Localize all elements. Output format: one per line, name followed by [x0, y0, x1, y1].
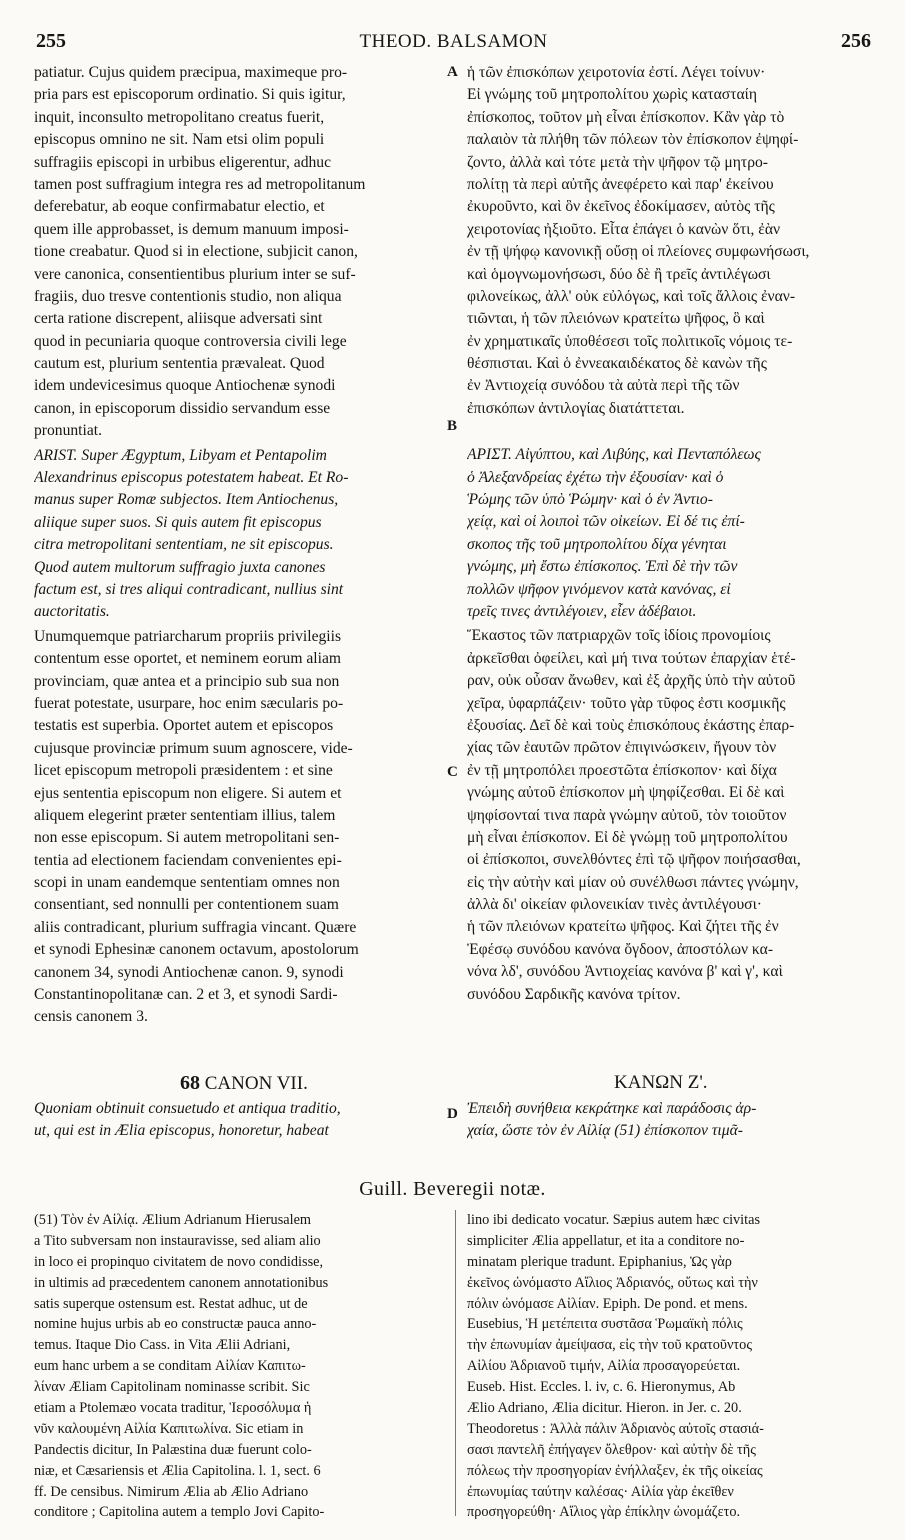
text-line: inquit, inconsulto metropolitano creatus fuerit,: [34, 108, 325, 126]
text-line: ἐν Ἀντιοχείᾳ συνόδου τὰ αὐτὰ περὶ τῆς τῶν: [467, 377, 740, 395]
latin-column: [34, 62, 444, 1029]
text-line: fragiis, duo tresve contentionis studio, non aliqua: [34, 287, 342, 305]
note-line: Theodoretus : Ἀλλὰ πάλιν Ἀδριανὸς αὐτοῖς στασιά-: [467, 1420, 764, 1437]
text-line: contentum esse oportet, et neminem eorum aliam: [34, 650, 342, 668]
text-line: Unumquemque patriarcharum propriis privilegiis: [34, 627, 342, 645]
note-line: Euseb. Hist. Eccles. l. iv, c. 6. Hieronymus, Ab: [467, 1379, 736, 1396]
text-line: Quod autem multorum suffragio juxta canones: [34, 558, 326, 576]
text-line: provinciam, quæ antea et a principio sub sua non: [34, 672, 340, 690]
note-line: niæ, et Cæsariensis et Ælia Capitolina. l. 1, sect. 6: [34, 1462, 321, 1479]
text-line: aliquem elegerint præter sententiam illius, talem: [34, 806, 336, 824]
note-line: minatam plerique tradunt. Epiphanius, Ὡς γὰρ: [467, 1253, 732, 1270]
text-line: non esse episcopum. Si autem metropolitani sen-: [34, 829, 340, 847]
latin-canon-heading: [180, 1072, 308, 1095]
text-line: ἀλλὰ δι' οἰκείαν φιλονεικίαν τινὲς ἀντιλέγουσι·: [467, 896, 762, 914]
note-line: etiam a Ptolemæo vocata traditur, Ἱεροσόλυμα ἡ: [34, 1400, 312, 1417]
text-line: τρεῖς τινες ἀντιλέγοιεν, εἶεν ἀδέβαιοι.: [467, 602, 697, 620]
text-line: citra metropolitani sententiam, ne sit episcopus.: [34, 536, 334, 554]
greek-commentary: [467, 62, 872, 420]
text-line: ἐν χρηματικαῖς ὑποθέσεσι τοῖς πολιτικοῖς νόμοις τε-: [467, 332, 793, 350]
text-line: ψηφίσονταί τινα παρὰ γνώμην αὐτοῦ, τὸν τοιοῦτον: [467, 806, 787, 824]
text-line: ut, qui est in Ælia episcopus, honoretur, habeat: [34, 1122, 329, 1140]
note-line: Eusebius, Ἡ μετέπειτα συστᾶσα Ῥωμαϊκὴ πόλις: [467, 1316, 743, 1333]
text-line: cujusque provinciæ primum suum agnoscere, vide-: [34, 739, 353, 757]
greek-column: [467, 62, 872, 1006]
text-line: ἐπίσκοπος, τοῦτον μὴ εἶναι ἐπίσκοπον. Κἂν γὰρ τὸ: [467, 108, 785, 126]
text-line: χείᾳ, καὶ οἱ λοιποὶ τῶν οἰκείων. Εἰ δέ τις ἐπί-: [467, 513, 745, 531]
text-line: licet episcopum metropoli præsidentem : et sine: [34, 762, 333, 780]
margin-marker-b: B: [447, 418, 458, 434]
text-line: οἱ ἐπίσκοποι, συνελθόντες ἐπὶ τῷ ψῆφον ποιήσασθαι,: [467, 851, 801, 869]
note-line: conditore ; Capitolina autem a templo Jovi Capito-: [34, 1504, 325, 1521]
note-line: ἐκεῖνος ὠνόμαστο Αἴλιος Ἀδριανός, οὕτως καὶ τὴν: [467, 1274, 758, 1291]
text-line: aliique super suos. Si quis autem fit episcopus: [34, 513, 322, 531]
margin-marker-a: A: [447, 64, 458, 80]
note-line: (51) Τὸν ἐν Αἰλίᾳ. Ælium Adrianum Hierusalem: [34, 1212, 312, 1228]
page-header: [36, 30, 871, 56]
text-line: quem ille approbasset, is demum manuum imposi-: [34, 220, 349, 238]
text-line: manus super Romæ subjectos. Item Antiochenus,: [34, 491, 339, 509]
text-line: deferebatur, ab eoque confirmabatur electio, et: [34, 198, 325, 216]
text-line: συνόδου Σαρδικῆς κανόνα τρίτον.: [467, 985, 681, 1003]
note-line: in ultimis ad præcedentem canonem annotationibus: [34, 1274, 329, 1291]
note-line: lino ibi dedicato vocatur. Sæpius autem hæc civitas: [467, 1212, 761, 1228]
text-line: tentia ad electionem faciendam convenientes epi-: [34, 851, 342, 869]
note-line: satis superque ostensum est. Restat adhuc, ut de: [34, 1295, 308, 1312]
text-line: scopi in unam eandemque sententiam omnes non: [34, 874, 340, 892]
text-line: ARIST. Super Ægyptum, Libyam et Pentapolim: [34, 446, 327, 464]
canon-title: CANON VII.: [204, 1073, 308, 1094]
note-line: Ælio Adriano, Ælia dicitur. Hieron. in Jer. c. 20.: [467, 1400, 742, 1417]
text-line: canonem 34, synodi Antiochenæ canon. 9, synodi: [34, 963, 344, 981]
text-line: pria pars est episcoporum ordinatio. Si quis igitur,: [34, 86, 346, 104]
text-line: ἐξουσίας. Δεῖ δὲ καὶ τοὺς ἐπισκόπους ἑκάστης ἐπαρ-: [467, 716, 795, 734]
note-line: τὴν ἐπωνυμίαν ἀμείψασα, εἰς τὴν τοῦ κρατοῦντος: [467, 1337, 752, 1354]
text-line: auctoritatis.: [34, 603, 110, 621]
text-line: ἀρκεῖσθαι ὀφείλει, καὶ μή τινα τούτων ἐπαρχίαν ἑτέ-: [467, 649, 796, 667]
column-divider: [455, 1210, 456, 1516]
text-line: idem undevicesimus quoque Antiochenæ synodi: [34, 377, 336, 395]
text-line: ἡ τῶν πλειόνων κρατείτω ψῆφος. Καὶ ζήτει τῆς ἐν: [467, 918, 779, 936]
text-line: ἡ τῶν ἐπισκόπων χειροτονία ἐστί. Λέγει τοίνυν·: [467, 64, 766, 81]
text-line: Ἐφέσῳ συνόδου κανόνα ὄγδοον, ἀποστόλων κα-: [467, 940, 774, 958]
text-line: χίας τῶν ἑαυτῶν πρῶτον ἐπιγινώσκειν, ἤγουν τὸν: [467, 739, 777, 757]
note-line: πόλιν ὠνόμασε Αἰλίαν. Epiph. De pond. et mens.: [467, 1295, 748, 1312]
text-line: certa ratione discrepent, aliisque adversati sint: [34, 310, 323, 328]
text-line: χαία, ὥστε τὸν ἐν Αἰλίᾳ (51) ἐπίσκοπον τιμᾶ-: [467, 1122, 743, 1140]
text-line: χειροτονίας ἠξιοῦτο. Εἶτα ἐπάγει ὁ κανὼν ὅτι, ἐὰν: [467, 220, 781, 238]
text-line: episcopus omnino ne sit. Nam etsi olim populi: [34, 131, 325, 149]
text-line: ραν, οὐκ οὖσαν ἄνωθεν, καὶ ἐξ ἀρχῆς ὑπὸ τὴν αὐτοῦ: [467, 672, 796, 690]
page-number-left: 255: [36, 30, 66, 52]
text-line: καὶ ὁμογνωμονήσωσι, δύο δὲ ἢ τρεῖς ἀντιλέγωσι: [467, 265, 771, 283]
note-line: νῦν καλουμένη Αἰλία Καπιτωλίνα. Sic etiam in: [34, 1420, 304, 1437]
canon-number: 68: [180, 1072, 200, 1094]
text-line: pronuntiat.: [34, 422, 102, 440]
text-line: παλαιὸν τὰ πλήθη τῶν πόλεων τὸν ἐπίσκοπον ἐψηφί-: [467, 131, 799, 149]
text-line: Ῥώμης τῶν ὑπὸ Ῥώμην· καὶ ὁ ἐν Ἀντιο-: [467, 491, 713, 509]
text-line: et synodi Ephesinæ canonem octavum, apostolorum: [34, 941, 359, 959]
note-line: προσηγορεύθη· Αἴλιος γὰρ ἐπίκλην ὠνομάζετο.: [467, 1504, 741, 1521]
text-line: cautum est, plurium sententia prævaleat. Quod: [34, 355, 325, 373]
note-line: σασι παντελῆ ἐπήγαγεν ὄλεθρον· καὶ αὐτὴν δὲ τῆς: [467, 1441, 756, 1458]
latin-canon-text: [34, 1098, 444, 1143]
text-line: πολλῶν ψῆφον γινόμενον κατὰ κανόνας, εἰ: [467, 580, 731, 598]
text-line: ἐν τῇ μητροπόλει προεστῶτα ἐπίσκοπον· καὶ δίχα: [467, 761, 777, 779]
note-line: eum hanc urbem a se conditam Αἰλίαν Καπιτω-: [34, 1358, 306, 1375]
text-line: Ἕκαστος τῶν πατριαρχῶν τοῖς ἰδίοις προνομίοις: [467, 627, 771, 645]
text-line: γνώμης, μὴ ἔστω ἐπίσκοπος. Ἐπὶ δὲ τὴν τῶν: [467, 558, 738, 576]
text-line: χεῖρα, ὑφαρπάζειν· τοῦτο γὰρ τῦφος ἐστι κοσμικῆς: [467, 694, 786, 712]
note-line: a Tito subversam non instauravisse, sed aliam alio: [34, 1232, 321, 1249]
note-line: simpliciter Ælia appellatur, et ita a conditore no-: [467, 1232, 745, 1249]
text-line: ὁ Ἀλεξανδρείας ἐχέτω τὴν ἐξουσίαν· καὶ ὁ: [467, 468, 724, 486]
text-line: consentiant, sed nonnulli per contentionem suam: [34, 896, 339, 914]
text-line: θέσπισται. Καὶ ὁ ἐννεακαιδέκατος δὲ κανὼν τῆς: [467, 355, 767, 373]
text-line: ΑΡΙΣΤ. Αἰγύπτου, καὶ Λιβύης, καὶ Πενταπόλεως: [467, 446, 761, 464]
text-line: patiatur. Cujus quidem præcipua, maximeque pro-: [34, 64, 348, 81]
notes-left-column: [34, 1210, 444, 1523]
note-line: ff. De censibus. Nimirum Ælia ab Ælio Adriano: [34, 1483, 309, 1500]
running-title: THEOD. BALSAMON: [359, 31, 548, 52]
text-line: aliis contradicant, plurium suffragia vincant. Quære: [34, 918, 357, 936]
text-line: fuerat potestate, usurpare, hoc enim sæcularis po-: [34, 694, 344, 712]
note-line: ἐπωνυμίας ταύτην καλέσας· Αἰλία γὰρ ἐκεῖθεν: [467, 1483, 734, 1500]
page-number-right: 256: [841, 30, 871, 52]
text-line: Alexandrinus episcopus potestatem habeat. Et Ro-: [34, 469, 349, 487]
note-line: λίναν Æliam Capitolinam nominasse scribit. Sic: [34, 1379, 310, 1396]
latin-commentary: [34, 62, 444, 443]
greek-paraphrase: [467, 625, 872, 1006]
text-line: ἐκυροῦντο, καὶ ὃν ἐκεῖνος ἐδοκίμασεν, αὐτὸς τῆς: [467, 198, 775, 216]
text-line: factum est, si tres aliqui contradicant, nullius sint: [34, 580, 344, 598]
text-line: canon, in episcoporum dissidio servandum esse: [34, 399, 331, 417]
text-line: Quoniam obtinuit consuetudo et antiqua traditio,: [34, 1100, 341, 1117]
note-line: πόλεως τὴν προσηγορίαν ἐνήλλαξεν, ἐκ τῆς οἰκείας: [467, 1462, 763, 1479]
note-line: Pandectis dicitur, In Palæstina duæ fuerunt colo-: [34, 1441, 312, 1458]
text-line: testatis est superbia. Oportet autem et episcopos: [34, 717, 334, 735]
text-line: πολίτῃ τὰ περὶ αὐτῆς ἀνεφέρετο καὶ παρ' ἐκείνου: [467, 175, 774, 193]
note-line: temus. Itaque Dio Cass. in Vita Ælii Adriani,: [34, 1337, 291, 1354]
text-line: Ἐπειδὴ συνήθεια κεκράτηκε καὶ παράδοσις ἀρ-: [467, 1100, 757, 1117]
greek-arist-summary: [467, 444, 872, 623]
greek-canon-text: [467, 1098, 872, 1143]
text-line: Εἰ γνώμης τοῦ μητροπολίτου χωρὶς κατασταίη: [467, 86, 757, 104]
text-line: ejus sententia episcopum non eligere. Si autem et: [34, 784, 342, 802]
text-line: Constantinopolitanæ can. 2 et 3, et synodi Sardi-: [34, 986, 338, 1004]
margin-marker-d: D: [447, 1106, 458, 1122]
text-line: tione creabatur. Quod si in electione, subjicit canon,: [34, 243, 358, 261]
margin-marker-c: C: [447, 764, 458, 780]
text-line: quod in pecuniaria quoque controversia civili lege: [34, 332, 347, 350]
text-line: ζοντο, ἀλλὰ καὶ τότε μετὰ τὴν ψῆφον τῷ μητρο-: [467, 153, 768, 171]
latin-paraphrase: [34, 626, 444, 1029]
notes-title: Guill. Beveregii notæ.: [359, 1178, 546, 1200]
text-line: censis canonem 3.: [34, 1008, 148, 1026]
notes-right-column: [467, 1210, 872, 1523]
text-line: νόνα λδ', συνόδου Ἀντιοχείας κανόνα β' καὶ γ', καὶ: [467, 963, 783, 981]
text-line: ἐν τῇ ψήφῳ κανονικῇ οὔσῃ οἱ πλείονες συμφωνήσωσι,: [467, 243, 810, 261]
text-line: φιλονείκως, ἀλλ' οὐκ εὐλόγως, καὶ τοῖς ἄλλοις ἐναν-: [467, 287, 796, 305]
text-line: μὴ εἶναι ἐπίσκοπον. Εἰ δὲ γνώμῃ τοῦ μητροπολίτου: [467, 828, 788, 846]
text-line: vere canonica, consentientibus plurium inter se suf-: [34, 265, 356, 283]
text-line: ἐπισκόπων ἀντιλογίας διατάττεται.: [467, 399, 685, 417]
text-line: τιῶνται, ἡ τῶν πλειόνων κρατείτω ψῆφος, ὃ καὶ: [467, 310, 765, 328]
text-line: σκοπος τῆς τοῦ μητροπολίτου δίχα γένηται: [467, 535, 727, 553]
text-line: γνώμης αὐτοῦ ἐπίσκοπον μὴ ψηφίζεσθαι. Εἰ δὲ καὶ: [467, 784, 785, 802]
note-line: nomine hujus urbis ab eo constructæ pauca anno-: [34, 1316, 317, 1333]
text-line: εἰς τὴν αὐτὴν καὶ μίαν οὐ συνέλθωσι πάντες γνώμην,: [467, 873, 799, 891]
note-line: in loco ei propinquo civitatem de novo condidisse,: [34, 1253, 324, 1270]
greek-canon-heading: ΚΑΝΩΝ Ζ'.: [614, 1072, 708, 1093]
text-line: suffragiis episcopi in urbibus eligerentur, adhuc: [34, 153, 332, 171]
text-line: tamen post suffragium integra res ad metropolitanum: [34, 175, 366, 193]
note-line: Αἰλίου Ἀδριανοῦ τιμήν, Αἰλία προσαγορεύεται.: [467, 1358, 741, 1375]
latin-arist-summary: [34, 445, 444, 624]
